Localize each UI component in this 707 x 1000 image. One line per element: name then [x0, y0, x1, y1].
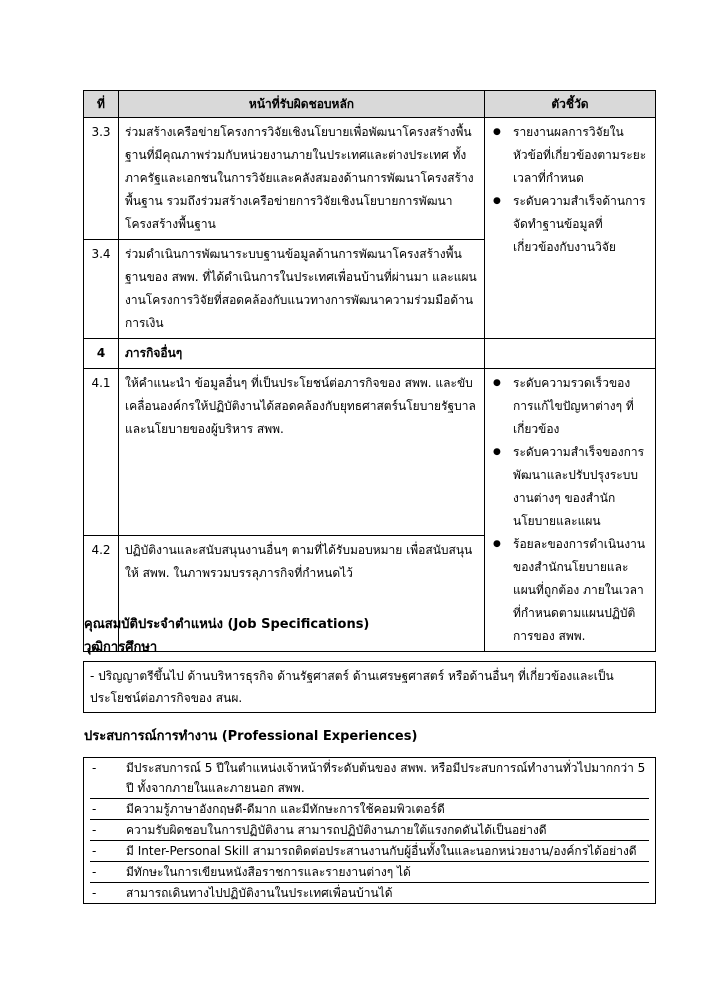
list-item: - สามารถเดินทางไปปฏิบัติงานในประเทศเพื่อนบ้านได้ [90, 883, 649, 903]
row-number: 3.4 [84, 240, 119, 339]
list-item: - มีความรู้ภาษาอังกฤษดี-ดีมาก และมีทักษะการใช้คอมพิวเตอร์ดี [90, 799, 649, 820]
responsibility-table [83, 90, 656, 652]
indicator-list [491, 121, 649, 259]
list-item: - มีประสบการณ์ 5 ปีในตำแหน่งเจ้าหน้าที่ระดับต้นของ สพพ. หรือมีประสบการณ์ทำงานทั่วไปมากกว่า 5 ปี ทั้งจากภายในและภายนอก สพพ. [90, 758, 649, 799]
list-item: - ความรับผิดชอบในการปฏิบัติงาน สามารถปฏิบัติงานภายใต้แรงกดดันได้เป็นอย่างดี [90, 820, 649, 841]
table-header-row [84, 91, 656, 118]
header-indicator: ตัวชี้วัด [485, 91, 656, 118]
indicator-cell [485, 118, 656, 339]
indicator-item: ● รายงานผลการวิจัยในหัวข้อที่เกี่ยวข้องตามระยะเวลาที่กำหนด [491, 121, 649, 190]
list-item: - มี Inter-Personal Skill สามารถติดต่อประสานงานกับผู้อื่นทั้งในและนอกหน่วยงาน/องค์กรได้อย่างดี [90, 841, 649, 862]
education-text: - ปริญญาตรีขึ้นไป ด้านบริหารธุรกิจ ด้านรัฐศาสตร์ ด้านเศรษฐศาสตร์ หรือด้านอื่นๆ ที่เกี่ยวข้องและเป็นประโยชน์ต่อภารกิจของ สนผ. [90, 669, 614, 705]
section-number: 4 [84, 339, 119, 369]
experience-list [90, 758, 649, 903]
table-row [84, 118, 656, 240]
section-row [84, 339, 656, 369]
row-duty: ให้คำแนะนำ ข้อมูลอื่นๆ ที่เป็นประโยชน์ต่อภารกิจของ สพพ. และขับเคลื่อนองค์กรให้ปฏิบัติงานได้สอดคล้องกับยุทธศาสตร์นโยบายรัฐบาลและนโยบายของผู้บริหาร สพพ. [119, 369, 485, 536]
row-number: 4.1 [84, 369, 119, 536]
table-row [84, 369, 656, 536]
job-spec-heading: คุณสมบัติประจำตำแหน่ง (Job Specifications) [84, 617, 370, 632]
header-no: ที่ [84, 91, 119, 118]
row-number: 3.3 [84, 118, 119, 240]
row-number: 4.2 [84, 535, 119, 651]
education-heading: วุฒิการศึกษา [84, 640, 158, 655]
indicator-item: ● ร้อยละของการดำเนินงานของสำนักนโยบายและแผนที่ถูกต้อง ภายในเวลาที่กำหนดตามแผนปฏิบัติการของ สพพ. [491, 533, 649, 648]
indicator-item: ● ระดับความสำเร็จของการพัฒนาและปรับปรุงระบบงานต่างๆ ของสำนักนโยบายและแผน [491, 441, 649, 533]
row-duty: ร่วมสร้างเครือข่ายโครงการวิจัยเชิงนโยบายเพื่อพัฒนาโครงสร้างพื้นฐานที่มีคุณภาพร่วมกับหน่วยงานภายในประเทศและต่างประเทศ ทั้งภาครัฐและเอกชนในการวิจัยและคลังสมองด้านการพัฒนาโครงสร้างพื้นฐาน รวมถึงร่วมสร้างเครือข่ายการวิจัยเชิงนโยบายการพัฒนาโครงสร้างพื้นฐาน [119, 118, 485, 240]
indicator-cell [485, 369, 656, 652]
experience-heading: ประสบการณ์การทำงาน (Professional Experiences) [84, 729, 418, 744]
education-box [83, 661, 656, 713]
experience-box [83, 757, 656, 904]
list-item: - มีทักษะในการเขียนหนังสือราชการและรายงานต่างๆ ได้ [90, 862, 649, 883]
section-title: ภารกิจอื่นๆ [119, 339, 485, 369]
indicator-list [491, 372, 649, 648]
section-empty-cell [485, 339, 656, 369]
row-duty: ร่วมดำเนินการพัฒนาระบบฐานข้อมูลด้านการพัฒนาโครงสร้างพื้นฐานของ สพพ. ที่ได้ดำเนินการในประเทศเพื่อนบ้านที่ผ่านมา และแผนงานโครงการวิจัยที่สอดคล้องกับแนวทางการพัฒนาความร่วมมือด้านการเงิน [119, 240, 485, 339]
header-duty: หน้าที่รับผิดชอบหลัก [119, 91, 485, 118]
indicator-item: ● ระดับความรวดเร็วของการแก้ไขปัญหาต่างๆ ที่เกี่ยวข้อง [491, 372, 649, 441]
row-duty: ปฏิบัติงานและสนับสนุนงานอื่นๆ ตามที่ได้รับมอบหมาย เพื่อสนับสนุนให้ สพพ. ในภาพรวมบรรลุภารกิจที่กำหนดไว้ [119, 535, 485, 651]
indicator-item: ● ระดับความสำเร็จด้านการจัดทำฐานข้อมูลที่เกี่ยวข้องกับงานวิจัย [491, 190, 649, 259]
